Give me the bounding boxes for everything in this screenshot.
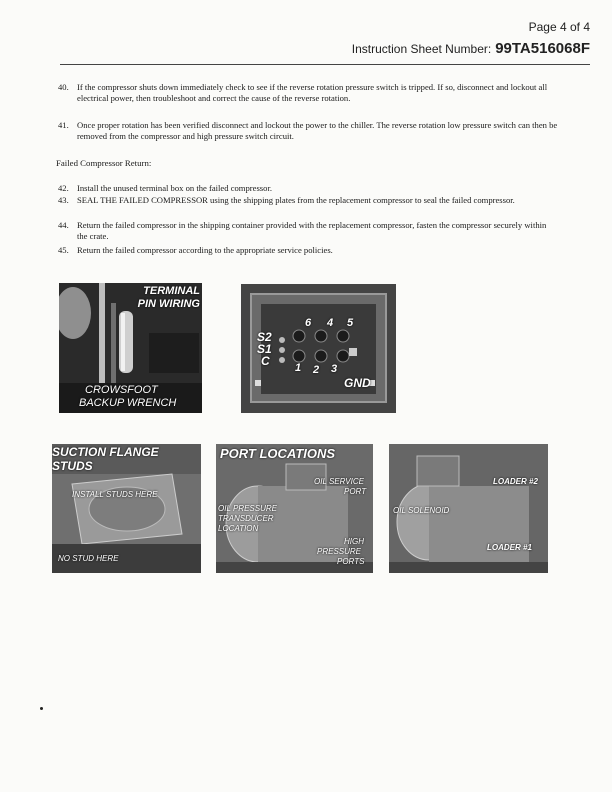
- port-locations-photo: [216, 444, 373, 573]
- oil-pressure-label-2: TRANSDUCER: [218, 514, 274, 523]
- step-45: [58, 245, 558, 256]
- pin-1-label: 1: [295, 362, 302, 374]
- stray-mark: [40, 707, 43, 710]
- gnd-label: GND: [344, 376, 371, 390]
- loaders-photo: [389, 444, 548, 573]
- suction-caption-line2: STUDS: [52, 459, 93, 473]
- install-studs-label: INSTALL STUDS HERE: [72, 490, 158, 499]
- terminal-caption-line1: TERMINAL: [143, 285, 200, 297]
- pin-3-label: 3: [331, 363, 338, 375]
- step-44: [58, 220, 558, 243]
- section-heading: Failed Compressor Return:: [56, 158, 152, 168]
- step-40: [58, 82, 558, 105]
- step-number: 44.: [58, 220, 69, 230]
- step-text: Once proper rotation has been verified disconnect and lockout the power to the chiller. The reverse rotation low pressure switch can then be removed from the compressor and high pressure switch circuit.: [77, 120, 558, 142]
- port-locations-caption: PORT LOCATIONS: [220, 446, 336, 461]
- terminal-box-photo: [241, 284, 396, 413]
- step-42: [58, 183, 558, 194]
- sheet-number: 99TA516068F: [495, 40, 590, 57]
- page-number: Page 4 of 4: [528, 20, 590, 34]
- oil-solenoid-label: OIL SOLENOID: [393, 506, 450, 515]
- backup-wrench-label: BACKUP WRENCH: [79, 397, 177, 409]
- oil-pressure-label-3: LOCATION: [218, 524, 259, 533]
- step-43: [58, 195, 558, 206]
- oil-service-label-2: PORT: [344, 487, 367, 496]
- crowsfoot-label: CROWSFOOT: [85, 384, 158, 396]
- terminal-pin-wiring-photo: [59, 283, 202, 413]
- step-number: 43.: [58, 195, 69, 205]
- oil-service-label-1: OIL SERVICE: [314, 477, 364, 486]
- step-number: 41.: [58, 120, 69, 130]
- high-pressure-label-1: HIGH: [344, 537, 364, 546]
- high-pressure-label-2: PRESSURE: [317, 547, 362, 556]
- header-divider: [60, 64, 590, 65]
- no-stud-label: NO STUD HERE: [58, 554, 119, 563]
- loader-1-label: LOADER #1: [487, 543, 532, 552]
- pin-5-label: 5: [347, 317, 354, 329]
- pin-2-label: 2: [313, 364, 320, 376]
- step-text: Return the failed compressor according to the appropriate service policies.: [77, 245, 333, 255]
- pin-4-label: 4: [327, 317, 334, 329]
- terminal-caption-line2: PIN WIRING: [137, 298, 200, 310]
- s1-label: S1: [257, 342, 272, 356]
- oil-pressure-label-1: OIL PRESSURE: [218, 504, 277, 513]
- loader-2-label: LOADER #2: [493, 477, 538, 486]
- step-text: If the compressor shuts down immediately check to see if the reverse rotation pressure switch is tripped. If so, disconnect and lockout all electrical power, then troubleshoot and correct the cause of the reverse rotation.: [77, 82, 548, 104]
- s2-label: S2: [257, 330, 272, 344]
- suction-flange-photo: [52, 444, 201, 573]
- c-label: C: [261, 354, 270, 368]
- instruction-sheet-number: [352, 40, 590, 57]
- sheet-label: Instruction Sheet Number:: [351, 42, 492, 56]
- high-pressure-label-3: PORTS: [337, 557, 365, 566]
- step-number: 45.: [58, 245, 69, 255]
- step-text: Return the failed compressor in the shipping container provided with the replacement compressor, fasten the compressor securely within the crate.: [77, 220, 547, 242]
- suction-caption-line1: SUCTION FLANGE: [52, 445, 159, 459]
- step-text: SEAL THE FAILED COMPRESSOR using the shipping plates from the replacement compressor to seal the failed compressor.: [77, 195, 515, 205]
- step-number: 40.: [58, 82, 69, 92]
- step-41: [58, 120, 558, 143]
- pin-6-label: 6: [305, 317, 312, 329]
- step-text: Install the unused terminal box on the failed compressor.: [77, 183, 272, 193]
- step-number: 42.: [58, 183, 69, 193]
